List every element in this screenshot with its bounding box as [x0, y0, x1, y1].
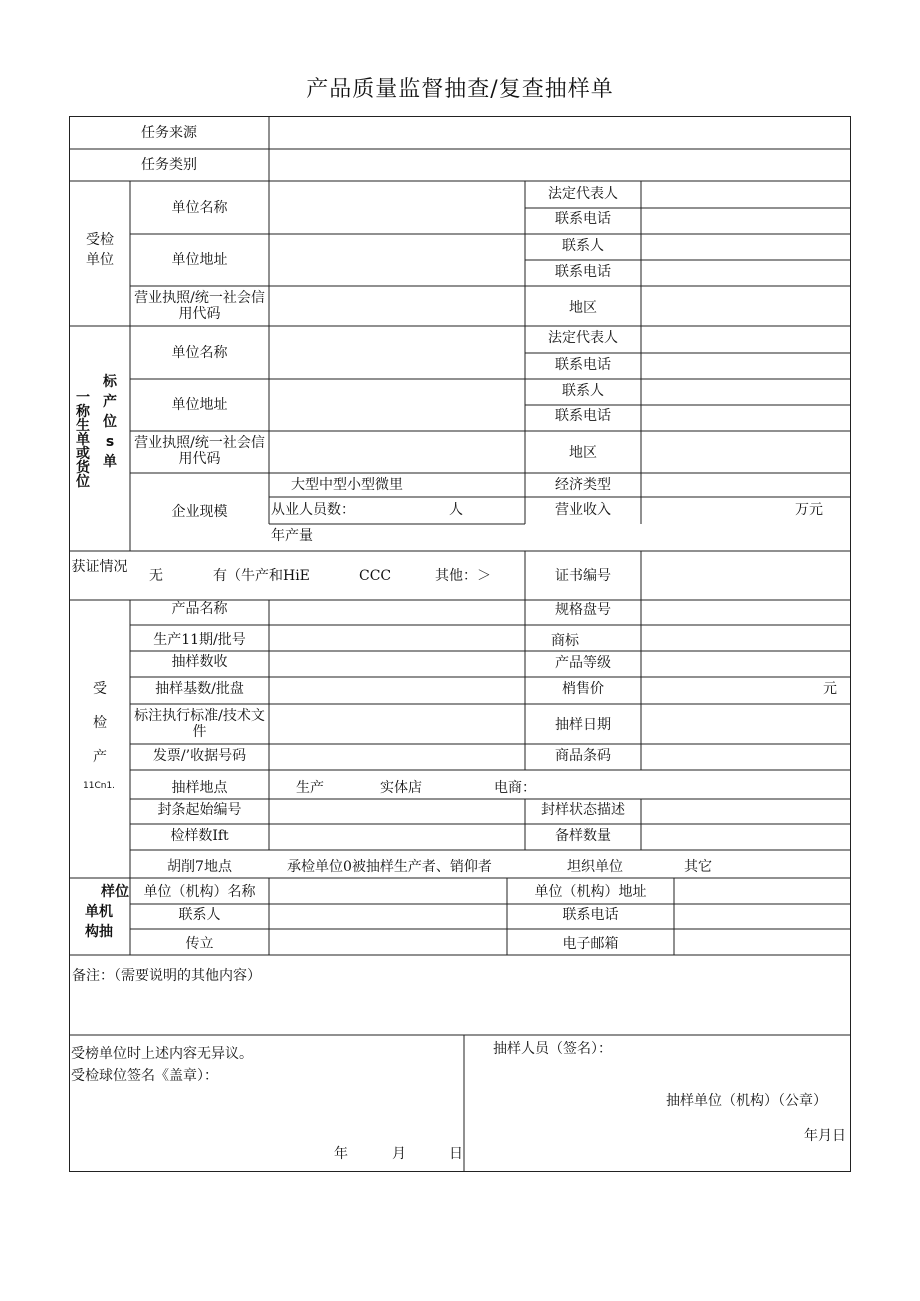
- inspected-unit-group-label: 受检单位: [86, 232, 114, 268]
- left-date-year: 年: [334, 1146, 348, 1162]
- producer-unit-employees-unit: 人: [449, 502, 463, 518]
- left-date-day: 日: [449, 1146, 463, 1162]
- producer-unit-region-label: 地区: [569, 445, 597, 461]
- certification-cert-no-label: 证书编号: [555, 568, 611, 584]
- product-place-opt-store: 实体店: [380, 780, 422, 796]
- sampling-unit-address-label: 单位（机构）地址: [534, 884, 647, 900]
- product-mail-label: 胡削7地点: [167, 859, 232, 875]
- product-sample-date-label: 抽样日期: [555, 717, 611, 733]
- inspected-unit-name-label: 单位名称: [171, 200, 228, 216]
- producer-unit-phone-label: 联系电话: [555, 357, 611, 373]
- sampling-unit-label-b: 单机: [85, 904, 113, 920]
- product-place-label: 抽样地点: [171, 780, 228, 796]
- product-grade-label: 产品等级: [555, 655, 611, 671]
- inspected-unit-address-label: 单位地址: [171, 252, 228, 268]
- product-invoice-label: 发票/’收据号码: [152, 748, 247, 764]
- inspected-unit-legal-rep-label: 法定代表人: [548, 186, 618, 202]
- product-date-batch-label: 生产11期/批号: [153, 632, 246, 648]
- inspected-unit-contact-label: 联系人: [562, 238, 604, 254]
- right-date-label: 年月日: [804, 1128, 846, 1144]
- inspected-unit-signature-label: 受检球位签名《盖章）：: [71, 1068, 218, 1084]
- product-price-label: 梢售价: [562, 681, 604, 697]
- sampling-form: [69, 116, 851, 1172]
- form-title: 产品质量监督抽查/复查抽样单: [306, 77, 614, 102]
- producer-unit-license-label: 营业执照/统一社会信用代码: [134, 435, 265, 467]
- sampling-unit-fax-label: 传立: [185, 936, 214, 952]
- product-mail-opt1: 承检单位0被抽样生产者、销仰者: [287, 859, 492, 875]
- product-test-qty-label: 检样数Ift: [170, 828, 229, 844]
- product-seal-desc-label: 封样状态描述: [541, 802, 625, 818]
- producer-unit-annual-output-label: 年产量: [271, 528, 313, 544]
- sampling-unit-name-label: 单位（机构）名称: [143, 884, 256, 900]
- sampling-unit-label-c: 构抽: [85, 924, 113, 940]
- producer-unit-contact-label: 联系人: [562, 383, 604, 399]
- sampling-unit-label-a: 样位: [101, 884, 129, 900]
- product-sample-qty-label: 抽样数收: [171, 654, 228, 670]
- inspected-unit-license-label: 营业执照/统一社会信用代码: [134, 290, 265, 322]
- inspected-unit-no-objection: 受榜单位时上述内容无异议。: [71, 1046, 253, 1062]
- product-backup-qty-label: 备样数量: [555, 828, 611, 844]
- producer-unit-employees-label: 从业人员数：: [271, 502, 355, 518]
- producer-unit-revenue-unit: 万元: [795, 502, 823, 518]
- product-brand-label: 商标: [551, 633, 579, 649]
- product-name-label: 产品名称: [171, 601, 228, 617]
- product-group-label: 受检产: [93, 681, 107, 765]
- producer-unit-address-label: 单位地址: [171, 397, 228, 413]
- sampler-signature-label: 抽样人员（签名）：: [493, 1041, 612, 1057]
- product-seal-no-label: 封条起始编号: [157, 802, 242, 818]
- product-standard-label: 标注执行标准/技术文件: [134, 708, 265, 740]
- sampling-unit-seal-label: 抽样单位（机构）（公章）: [666, 1093, 827, 1109]
- inspected-unit-phone-label: 联系电话: [555, 211, 611, 227]
- certification-opt-ccc: CCC: [359, 568, 392, 584]
- producer-unit-scale-label: 企业现模: [171, 504, 228, 520]
- remarks-label: 备注：（需要说明的其他内容）: [72, 968, 261, 984]
- sampling-unit-phone-label: 联系电话: [562, 907, 619, 923]
- certification-opt-none: 无: [149, 568, 163, 584]
- producer-unit-scale-options: 大型中型小型微里: [291, 477, 403, 493]
- producer-unit-econ-type-label: 经济类型: [555, 477, 611, 493]
- certification-opt-has: 有（牛产和HiE: [213, 568, 310, 584]
- product-place-opt-ecommerce: 电商：: [494, 780, 536, 796]
- sampling-unit-contact-label: 联系人: [178, 907, 221, 923]
- task-source-label: 任务来源: [141, 125, 197, 141]
- product-place-opt-production: 生产: [296, 780, 324, 796]
- certification-opt-other: 其他：＞: [435, 568, 491, 584]
- producer-unit-phone2-label: 联系电话: [555, 408, 611, 424]
- task-type-label: 任务类别: [141, 157, 197, 173]
- inspected-unit-phone2-label: 联系电话: [555, 264, 611, 280]
- inspected-unit-region-label: 地区: [569, 300, 597, 316]
- product-barcode-label: 商品条码: [555, 748, 611, 764]
- left-date-month: 月: [392, 1146, 406, 1162]
- product-group-label-extra: 11Cn1.: [83, 781, 116, 791]
- producer-unit-group-label-a: 标产位s单: [103, 374, 117, 470]
- producer-unit-revenue-label: 营业收入: [555, 502, 611, 518]
- producer-unit-legal-rep-label: 法定代表人: [548, 330, 618, 346]
- sampling-unit-email-label: 电子邮箱: [562, 936, 619, 952]
- product-price-unit: 元: [823, 681, 837, 697]
- product-mail-opt3: 其它: [684, 859, 712, 875]
- product-spec-label: 规格盘号: [555, 602, 611, 618]
- product-mail-opt2: 坦织单位: [567, 859, 623, 875]
- product-base-qty-label: 抽样基数/批盘: [155, 681, 244, 697]
- certification-label: 获证情况: [71, 559, 128, 575]
- producer-unit-name-label: 单位名称: [171, 345, 228, 361]
- producer-unit-group-label-b: 一称生单或货位: [76, 390, 90, 490]
